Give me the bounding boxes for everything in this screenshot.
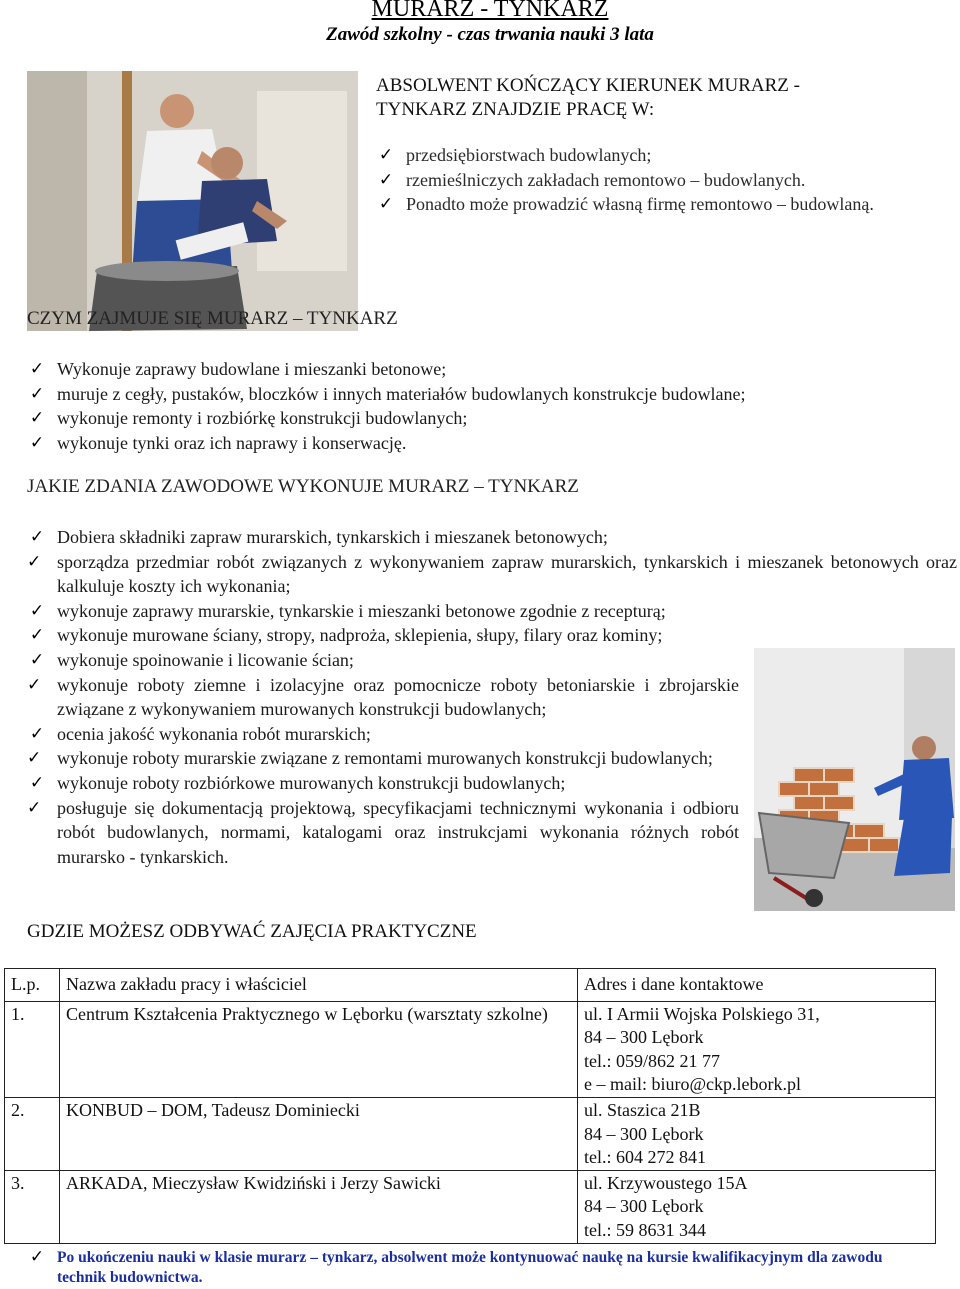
company-address: ul. Staszica 21B 84 – 300 Lębork tel.: 604 272 841 [578,1097,936,1170]
graduate-employment-list [376,143,956,217]
section-heading-duties: CZYM ZAJMUJE SIĘ MURARZ – TYNKARZ [27,308,398,329]
page-title: MURARZ - TYNKARZ [371,0,609,22]
list-item: ✓ wykonuje roboty ziemne i izolacyjne oraz pomocnicze roboty betoniarskie i zbrojarskie związane z wykonywaniem murowanych konstrukcji budowlanych; [27,674,739,720]
masons-illustration [27,71,358,331]
masons-photo [27,71,358,331]
list-item: ✓ wykonuje zaprawy murarskie, tynkarskie i mieszanki betonowe zgodnie z recepturą; [27,599,957,624]
list-item: ✓ wykonuje roboty murarskie związane z remontami murowanych konstrukcji budowlanych; [27,746,739,771]
company-name: KONBUD – DOM, Tadeusz Dominiecki [60,1097,578,1170]
list-item: ✓ ocenia jakość wykonania robót murarskich; [27,722,739,747]
company-address: ul. Krzywoustego 15A 84 – 300 Lębork tel.: 59 8631 344 [578,1170,936,1243]
bricklayer-photo [754,648,955,911]
list-item: ✓ rzemieślniczych zakładach remontowo – budowlanych. [376,168,956,193]
checkmark-icon: ✓ [29,408,45,429]
checkmark-icon: ✓ [27,674,42,695]
company-name: ARKADA, Mieczysław Kwidziński i Jerzy Sawicki [60,1170,578,1243]
table-row [5,1097,936,1170]
checkmark-icon: ✓ [29,600,45,621]
list-item: ✓ wykonuje roboty rozbiórkowe murowanych konstrukcji budowlanych; [27,771,739,796]
list-item: ✓ wykonuje tynki oraz ich naprawy i konserwację. [27,431,947,456]
list-item: ✓ posługuje się dokumentacją projektową, specyfikacjami technicznymi wykonania i odbioru robót budowlanych, normami, katalogami oraz instrukcjami wykonania różnych robót murarsko - tynkarskich. [27,797,739,867]
checkmark-icon: ✓ [29,723,45,744]
section-heading-practice: GDZIE MOŻESZ ODBYWAĆ ZAJĘCIA PRAKTYCZNE [27,921,477,942]
checkmark-icon: ✓ [378,145,394,165]
company-address: ul. I Armii Wojska Polskiego 31, 84 – 300 Lębork tel.: 059/862 21 77 e – mail: biuro@ckp.lebork.pl [578,1001,936,1097]
list-item: ✓ wykonuje murowane ściany, stropy, nadproża, sklepienia, słupy, filary oraz kominy; [27,623,957,648]
list-item: ✓ wykonuje spoinowanie i licowanie ścian; [27,648,737,673]
list-item: ✓ przedsiębiorstwach budowlanych; [376,143,956,168]
row-number: 1. [5,1001,60,1097]
graduate-heading-line2: TYNKARZ ZNAJDZIE PRACĘ W: [376,99,655,120]
list-item: ✓ wykonuje remonty i rozbiórkę konstrukcji budowlanych; [27,406,947,431]
list-item: ✓ Po ukończeniu nauki w klasie murarz – tynkarz, absolwent może kontynuować naukę na kursie kwalifikacyjnym dla zawodu technik budownictwa. [27,1248,927,1287]
checkmark-icon: ✓ [29,527,45,547]
checkmark-icon: ✓ [29,432,45,453]
practice-places-table [4,968,936,1244]
checkmark-icon: ✓ [27,748,42,769]
table-header-row [5,969,936,1002]
checkmark-icon: ✓ [27,551,42,572]
page-subtitle: Zawód szkolny - czas trwania nauki 3 lata [326,24,654,45]
column-header: L.p. [5,969,60,1002]
table-row [5,1170,936,1243]
list-item: ✓ sporządza przedmiar robót związanych z wykonywaniem zapraw murarskich, tynkarskich i mieszanek betonowych oraz kalkuluje koszty ich wykonania; [27,551,957,597]
list-item: ✓ Wykonuje zaprawy budowlane i mieszanki betonowe; [27,357,947,382]
duties-list [27,357,947,455]
list-item: ✓ Dobiera składniki zapraw murarskich, tynkarskich i mieszanek betonowych; [27,525,957,550]
column-header: Adres i dane kontaktowe [578,969,936,1002]
graduate-heading-line1: ABSOLWENT KOŃCZĄCY KIERUNEK MURARZ - [376,75,800,96]
table-row [5,1001,936,1097]
company-name: Centrum Kształcenia Praktycznego w Lęborku (warsztaty szkolne) [60,1001,578,1097]
graduate-heading [376,74,936,122]
checkmark-icon: ✓ [29,772,45,793]
checkmark-icon: ✓ [29,383,45,404]
list-item: ✓ Ponadto może prowadzić własną firmę remontowo – budowlaną. [376,192,956,217]
checkmark-icon: ✓ [29,359,45,379]
section-heading-tasks: JAKIE ZDANIA ZAWODOWE WYKONUJE MURARZ – TYNKARZ [27,476,579,497]
row-number: 2. [5,1097,60,1170]
bricklayer-illustration [754,648,955,911]
checkmark-icon: ✓ [27,797,42,818]
row-number: 3. [5,1170,60,1243]
checkmark-icon: ✓ [378,169,394,190]
list-item: ✓ muruje z cegły, pustaków, bloczków i innych materiałów budowlanych konstrukcje budowlane; [27,382,947,407]
footer-note [27,1248,927,1287]
checkmark-icon: ✓ [29,1247,45,1267]
checkmark-icon: ✓ [29,649,45,670]
checkmark-icon: ✓ [29,625,45,646]
checkmark-icon: ✓ [378,194,394,215]
column-header: Nazwa zakładu pracy i właściciel [60,969,578,1002]
